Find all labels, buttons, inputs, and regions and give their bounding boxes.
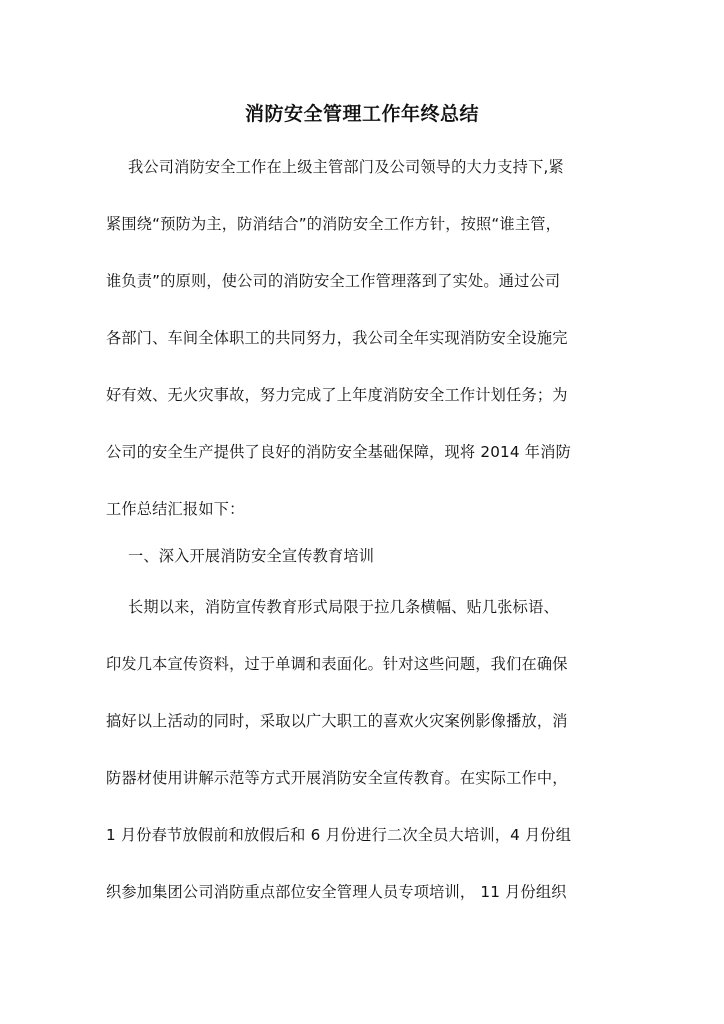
paragraph-line: 防器材使用讲解示范等方式开展消防安全宣传教育。在实际工作中，: [106, 769, 568, 787]
document-title: 消防安全管理工作年终总结: [244, 103, 479, 125]
paragraph-line: 1 月份春节放假前和放假后和 6 月份进行二次全员大培训，4 月份组: [106, 826, 572, 844]
paragraph-line: 织参加集团公司消防重点部位安全管理人员专项培训， 11 月份组织: [106, 883, 567, 901]
paragraph-line: 我公司消防安全工作在上级主管部门及公司领导的大力支持下,紧: [128, 158, 564, 176]
paragraph-line: 公司的安全生产提供了良好的消防安全基础保障，现将 2014 年消防: [106, 443, 571, 461]
paragraph-line: 长期以来，消防宣传教育形式局限于拉几条横幅、贴几张标语、: [128, 598, 559, 616]
paragraph-line: 紧围绕“预防为主，防消结合”的消防安全工作方针，按照“谁主管，: [106, 215, 562, 233]
paragraph-line: 工作总结汇报如下：: [106, 500, 245, 518]
paragraph-line: 印发几本宣传资料，过于单调和表面化。针对这些问题，我们在确保: [106, 655, 568, 673]
paragraph-line: 谁负责”的原则，使公司的消防安全工作管理落到了实处。通过公司: [106, 272, 561, 290]
paragraph-line: 搞好以上活动的同时，采取以广大职工的喜欢火灾案例影像播放，消: [106, 712, 568, 730]
paragraph-line: 好有效、无火灾事故，努力完成了上年度消防安全工作计划任务；为: [106, 386, 568, 404]
paragraph-line: 各部门、车间全体职工的共同努力，我公司全年实现消防安全设施完: [106, 329, 568, 347]
section-heading: 一、深入开展消防安全宣传教育培训: [128, 547, 375, 565]
